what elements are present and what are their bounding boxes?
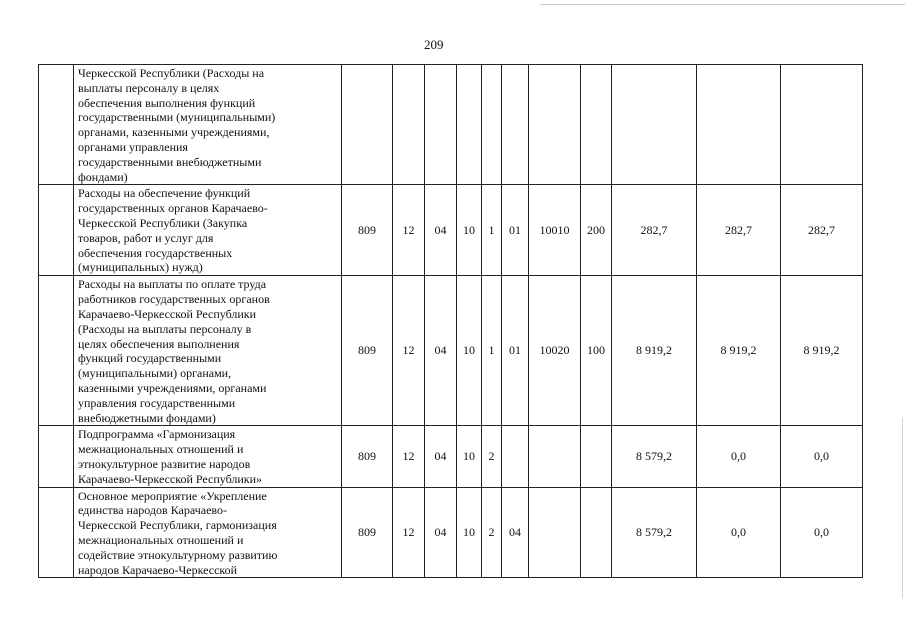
activity-code-cell: 04 (502, 487, 529, 578)
description-cell: Расходы на обеспечение функций государственных органов Карачаево- Черкесской Республики (Закупка товаров, работ и услуг для обеспечения государственных (муниципальных) нужд) (74, 185, 342, 276)
subprogram-code-cell: 2 (482, 487, 502, 578)
activity-code-cell: 01 (502, 276, 529, 426)
direction-code-cell: 10020 (529, 276, 581, 426)
amount-1-cell: 282,7 (612, 185, 697, 276)
amount-2-cell (697, 65, 781, 185)
description-cell: Подпрограмма «Гармонизация межнациональных отношений и этнокультурное развитие народов Карачаево-Черкесской Республики» (74, 426, 342, 487)
direction-code-cell (529, 426, 581, 487)
page-number: 209 (424, 37, 444, 52)
section-code-cell: 12 (393, 276, 425, 426)
ministry-code-cell: 809 (342, 276, 393, 426)
table-row (39, 426, 863, 487)
amount-1-cell (612, 65, 697, 185)
budget-table (38, 64, 863, 578)
amount-2-cell: 8 919,2 (697, 276, 781, 426)
direction-code-cell: 10010 (529, 185, 581, 276)
amount-3-cell: 282,7 (781, 185, 863, 276)
scan-edge-line (902, 418, 903, 598)
subprogram-code-cell: 1 (482, 276, 502, 426)
program-code-cell: 10 (457, 276, 482, 426)
program-code-cell: 10 (457, 185, 482, 276)
description-cell: Расходы на выплаты по оплате труда работников государственных органов Карачаево-Черкесской Республики (Расходы на выплаты персоналу в целях обеспечения выполнения функций государственными (муниципальными) органами, казенными учреждениями, органами управления государственными внебюджетными фондами) (74, 276, 342, 426)
ministry-code-cell (342, 65, 393, 185)
row-number-cell (39, 185, 74, 276)
amount-3-cell: 0,0 (781, 426, 863, 487)
amount-3-cell: 0,0 (781, 487, 863, 578)
subprogram-code-cell: 1 (482, 185, 502, 276)
row-number-cell (39, 487, 74, 578)
section-code-cell: 12 (393, 487, 425, 578)
subsection-code-cell: 04 (425, 185, 457, 276)
ministry-code-cell: 809 (342, 426, 393, 487)
description-cell: Черкесской Республики (Расходы на выплаты персоналу в целях обеспечения выполнения функций государственными (муниципальными) органами, казенными учреждениями, органами управления государственными внебюджетными фондами) (74, 65, 342, 185)
table-row (39, 185, 863, 276)
table-row (39, 276, 863, 426)
section-code-cell (393, 65, 425, 185)
activity-code-cell: 01 (502, 185, 529, 276)
program-code-cell (457, 65, 482, 185)
amount-1-cell: 8 579,2 (612, 487, 697, 578)
row-number-cell (39, 276, 74, 426)
row-number-cell (39, 65, 74, 185)
expense-type-cell: 100 (581, 276, 612, 426)
activity-code-cell (502, 65, 529, 185)
subsection-code-cell: 04 (425, 426, 457, 487)
subsection-code-cell: 04 (425, 276, 457, 426)
row-number-cell (39, 426, 74, 487)
subprogram-code-cell (482, 65, 502, 185)
table-row (39, 487, 863, 578)
amount-3-cell: 8 919,2 (781, 276, 863, 426)
activity-code-cell (502, 426, 529, 487)
expense-type-cell: 200 (581, 185, 612, 276)
section-code-cell: 12 (393, 185, 425, 276)
amount-2-cell: 0,0 (697, 426, 781, 487)
direction-code-cell (529, 487, 581, 578)
amount-3-cell (781, 65, 863, 185)
expense-type-cell (581, 487, 612, 578)
amount-2-cell: 0,0 (697, 487, 781, 578)
program-code-cell: 10 (457, 426, 482, 487)
subprogram-code-cell: 2 (482, 426, 502, 487)
ministry-code-cell: 809 (342, 487, 393, 578)
subsection-code-cell (425, 65, 457, 185)
amount-1-cell: 8 579,2 (612, 426, 697, 487)
ministry-code-cell: 809 (342, 185, 393, 276)
direction-code-cell (529, 65, 581, 185)
expense-type-cell (581, 426, 612, 487)
section-code-cell: 12 (393, 426, 425, 487)
table-row (39, 65, 863, 185)
expense-type-cell (581, 65, 612, 185)
amount-1-cell: 8 919,2 (612, 276, 697, 426)
amount-2-cell: 282,7 (697, 185, 781, 276)
scan-edge-line (540, 4, 905, 5)
subsection-code-cell: 04 (425, 487, 457, 578)
description-cell: Основное мероприятие «Укрепление единства народов Карачаево- Черкесской Республики, гармонизация межнациональных отношений и содействие этнокультурному развитию народов Карачаево-Черкесской (74, 487, 342, 578)
program-code-cell: 10 (457, 487, 482, 578)
